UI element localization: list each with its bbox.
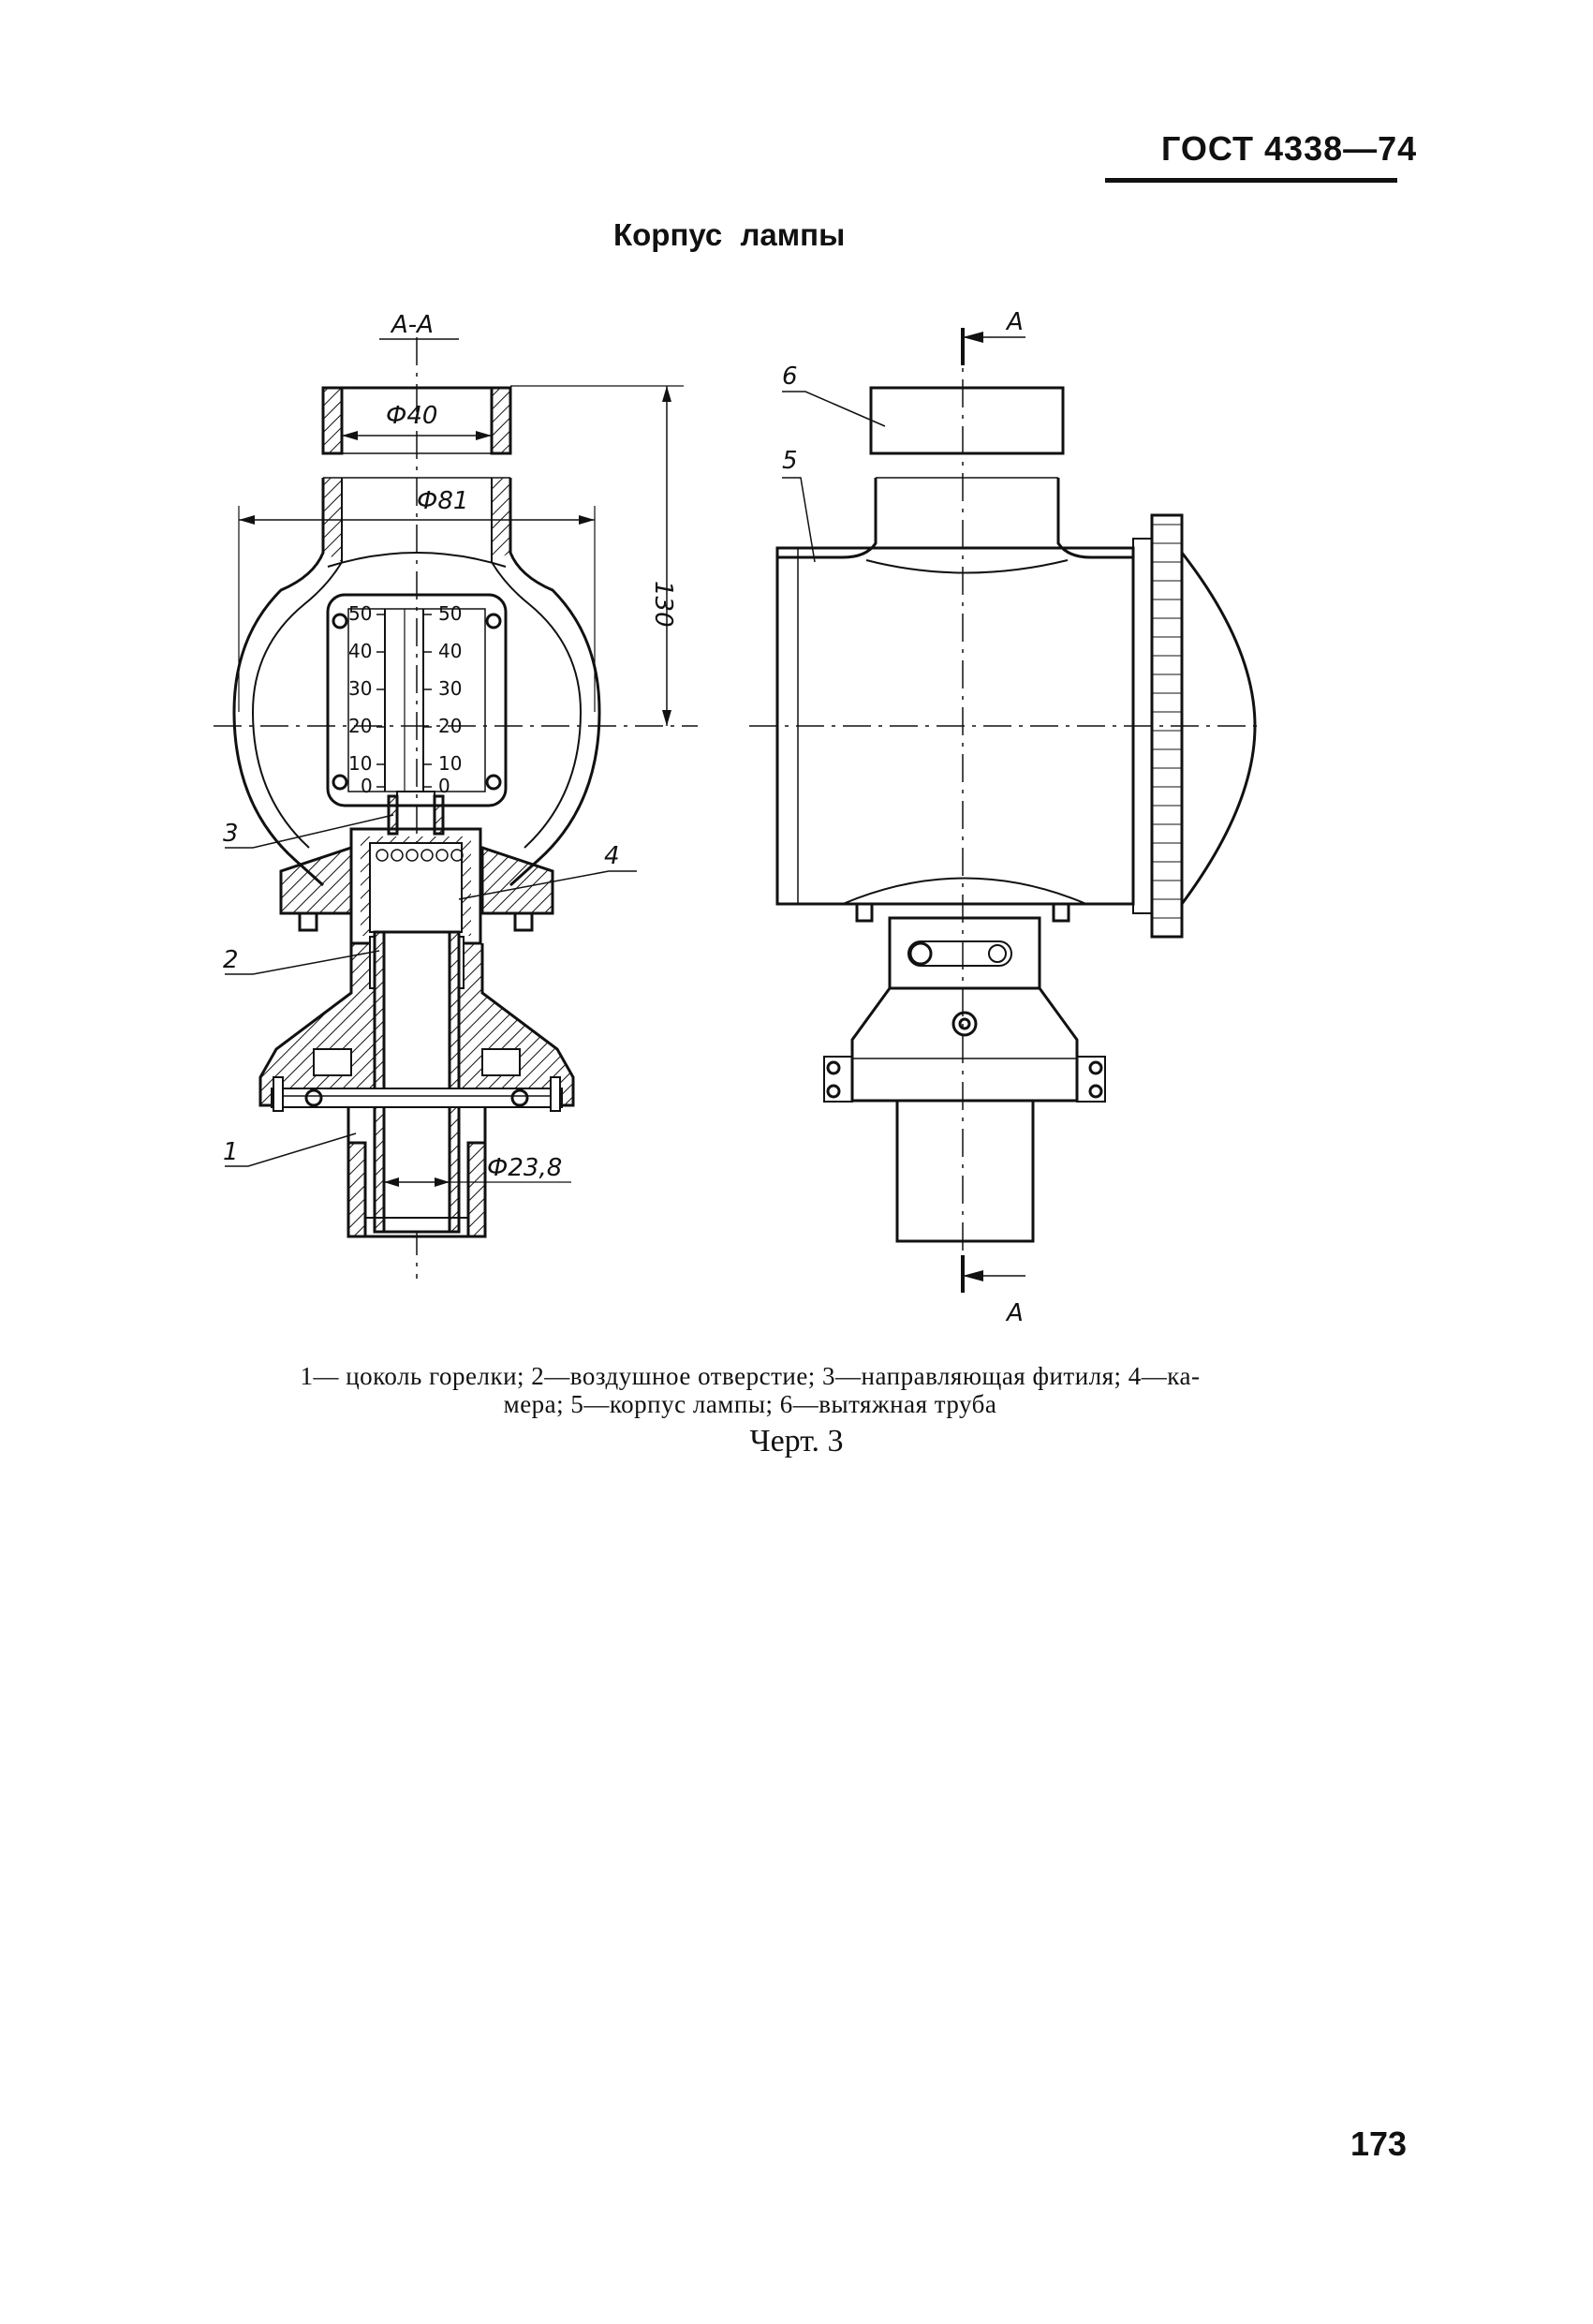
section-mark-bottom: А xyxy=(1007,1299,1024,1327)
callout-5: 5 xyxy=(782,447,798,475)
scale-tick-left-50: 50 xyxy=(348,602,373,625)
scale-tick-right-30: 30 xyxy=(438,677,463,700)
scale-tick-left-20: 20 xyxy=(348,715,373,737)
figure-caption xyxy=(174,1362,1326,1418)
scale-tick-left-0: 0 xyxy=(361,775,373,797)
callout-6: 6 xyxy=(782,363,798,391)
callout-3: 3 xyxy=(223,820,239,848)
dimension-d23-8: Ф23,8 xyxy=(487,1154,563,1182)
page-title: Корпус лампы xyxy=(613,217,846,252)
caption-line-2: мера; 5—корпус лампы; 6—вытяжная труба xyxy=(503,1390,997,1418)
scale-tick-right-20: 20 xyxy=(438,715,463,737)
page-number: 173 xyxy=(1350,2124,1408,2163)
dimension-d81: Ф81 xyxy=(417,487,469,515)
section-view-a-a xyxy=(214,337,698,1279)
callout-4: 4 xyxy=(604,842,620,870)
scale-tick-left-10: 10 xyxy=(348,752,373,775)
scale-tick-right-10: 10 xyxy=(438,752,463,775)
dimension-130: 130 xyxy=(649,581,677,628)
scale-tick-right-50: 50 xyxy=(438,602,463,625)
section-label: А-А xyxy=(391,311,434,339)
exterior-view xyxy=(749,328,1260,1293)
scale-tick-left-40: 40 xyxy=(348,640,373,662)
callout-1: 1 xyxy=(223,1138,239,1166)
dimension-d40: Ф40 xyxy=(386,402,438,430)
figure-label: Черт. 3 xyxy=(749,1424,844,1458)
scale-tick-right-0: 0 xyxy=(438,775,450,797)
callout-2: 2 xyxy=(223,946,239,974)
standard-code: ГОСТ 4338—74 xyxy=(1161,129,1418,168)
caption-line-1: 1— цоколь горелки; 2—воздушное отверстие; 3—направляющая фитиля; 4—ка- xyxy=(300,1362,1201,1390)
scale-tick-right-40: 40 xyxy=(438,640,463,662)
drawing-labels xyxy=(223,308,1024,1327)
scale-tick-left-30: 30 xyxy=(348,677,373,700)
section-mark-top: А xyxy=(1007,308,1024,336)
